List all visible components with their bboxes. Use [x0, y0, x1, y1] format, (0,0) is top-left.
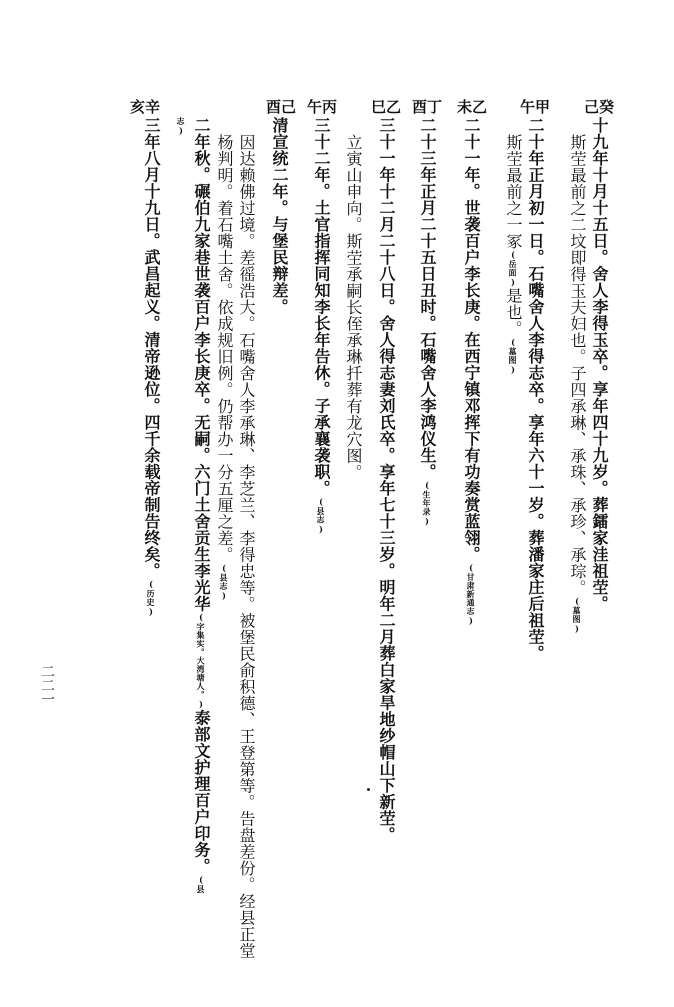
- text-column-4: 斯茔最前之一冢(岳面)是也。(墓图): [504, 134, 523, 375]
- text-column-5: 二十一年。世袭百户李长庚。在西宁镇邓挥下有功奏赏蓝翎。(甘肃新通志): [462, 117, 481, 626]
- ganzhi-label-xinhai: 亥辛: [130, 98, 161, 116]
- page-number: 二二一: [39, 664, 55, 706]
- annotation-note: (字集实。大湾塘人。): [196, 612, 206, 710]
- ganzhi-label-yisi: 巳乙: [371, 98, 402, 116]
- annotation-note: (历史): [146, 579, 156, 617]
- annotation-note: (县: [196, 874, 206, 894]
- annotation-note: (生年录): [422, 480, 432, 527]
- text-column-11: 因达赖佛过境。差徭浩大。石嘴舍人李承琳、李芝兰、李得忠等。被堡民俞积德、王登第等。告盘差份。经县正堂: [237, 134, 256, 959]
- text-column-13: 二年秋。碾伯九家巷世袭百户李长庚卒。无嗣。六门土舍贡生李光华(字集实。大湾塘人。)泰部文护理百户印务。(县: [192, 117, 211, 894]
- ganzhi-label-yiwei: 未乙: [457, 98, 488, 116]
- text-column-15: 三年八月十九日。武昌起义。清帝逊位。四千余载帝制告终矣。(历史): [142, 117, 161, 617]
- text-column-6: 二十三年正月二十五日丑时。石嘴舍人李鸿仪生。(生年录): [418, 117, 437, 527]
- ganzhi-label-jiyou: 酉己: [266, 98, 297, 116]
- annotation-note: (县志): [219, 563, 229, 601]
- text-column-1: 十九年十月十五日。舍人李得玉卒。享年四十九岁。葬鐳家洼祖茔。: [590, 117, 609, 612]
- text-column-3: 二十年正月初一日。石嘴舍人李得志卒。享年六十一岁。葬潘家庄后祖茔。: [526, 117, 545, 662]
- stray-mark: [367, 788, 370, 791]
- annotation-note: 志): [176, 117, 186, 136]
- text-column-14: [173, 117, 189, 136]
- ganzhi-label-jiawu: 午甲: [520, 98, 551, 116]
- annotation-note: (墓图): [508, 337, 518, 375]
- ganzhi-label-bingwu: 午丙: [307, 98, 338, 116]
- annotation-note: (县志): [316, 496, 326, 535]
- text-column-2: 斯茔最前之二坟即得玉夫妇也。子四承琳、承珠、承珍、承琮。(墓图): [568, 134, 587, 634]
- text-column-10: 清宣统二年。与堡民辩差。: [270, 117, 289, 315]
- ganzhi-label-dingyou: 酉丁: [412, 98, 443, 116]
- text-column-7: 三十一年十二月二十八日。舍人得志妻刘氏卒。享年七十三岁。明年二月葬白家旱地纱帽山下新茔。: [377, 117, 396, 843]
- text-column-8: 立寅山申向。斯茔承嗣长侄承琳扦葬有龙穴图。: [344, 134, 363, 481]
- ganzhi-label-guiyou: 己癸: [584, 98, 615, 116]
- annotation-note: (岳面): [508, 249, 518, 288]
- annotation-note: (墓图): [572, 596, 582, 634]
- annotation-note: (甘肃新通志): [466, 562, 476, 626]
- text-column-12: 杨判明。着石嘴土舍。依成规旧例。仍帮办一分五厘之差。(县志): [215, 134, 234, 601]
- text-column-9: 三十二年。土官指挥同知李长年告休。子承襄袭职。(县志): [312, 117, 331, 535]
